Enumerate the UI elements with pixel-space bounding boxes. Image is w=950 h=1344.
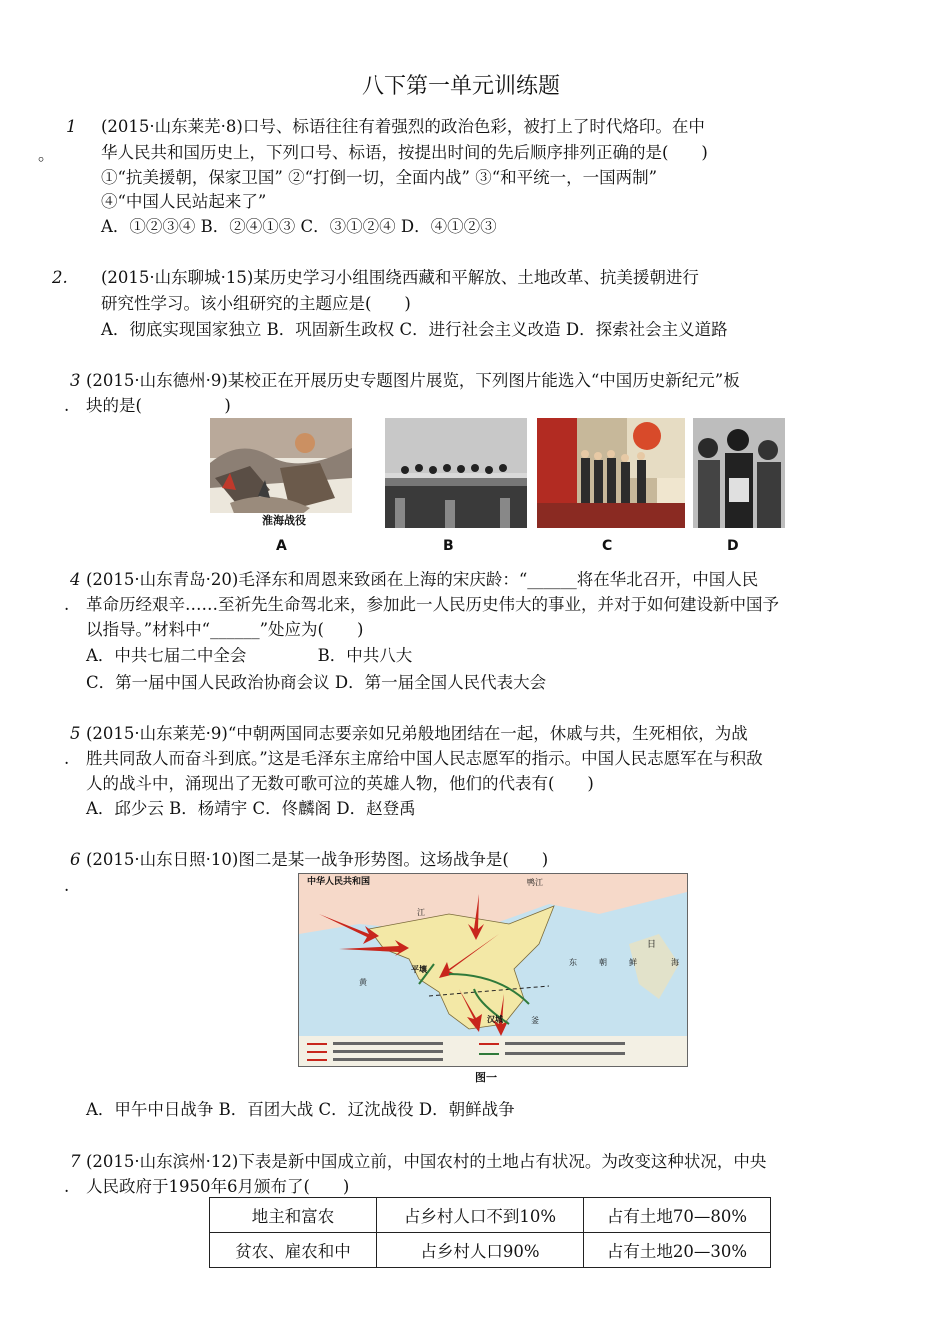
q5-options: A．邱少云 B．杨靖宇 C．佟麟阁 D．赵登禹: [86, 799, 416, 818]
q2-options: A．彻底实现国家独立 B．巩固新生政权 C．进行社会主义改造 D．探索社会主义道路: [101, 320, 728, 339]
q3-number: 3: [70, 371, 81, 390]
q4-options: A．中共七届二中全会 B．中共八大: [86, 646, 413, 665]
land-ownership-table: [209, 1197, 771, 1268]
map-caption: 图一: [475, 1071, 497, 1084]
image-c-label: C: [602, 538, 613, 554]
q6-number: 6: [70, 850, 81, 869]
crowd-photo-image: [693, 418, 785, 528]
map-place-label: 鸭江: [527, 878, 543, 887]
q6-line: (2015·山东日照·10)图二是某一战争形势图。这场战争是( ): [86, 850, 549, 869]
q1-line: 华人民共和国历史上，下列口号、标语，按提出时间的先后顺序排列正确的是( ): [101, 143, 708, 162]
q4-line: (2015·山东青岛·20)毛泽东和周恩来致函在上海的宋庆龄：“______将在华北召开，中国人民: [86, 570, 759, 589]
q1-line: (2015·山东莱芜·8)口号、标语往往有着强烈的政治色彩，被打上了时代烙印。在中: [101, 117, 705, 136]
map-place-label: 釜: [531, 1016, 539, 1025]
table-row: [210, 1198, 771, 1233]
q6-mark: .: [64, 876, 70, 895]
table-row: [210, 1233, 771, 1268]
q3-line: 块的是( ): [86, 396, 231, 415]
table-cell: 贫农、雇农和中: [210, 1233, 377, 1268]
q2-number: 2.: [52, 268, 68, 287]
image-d-label: D: [727, 538, 739, 554]
q6-options: A．甲午中日战争 B．百团大战 C．辽沈战役 D．朝鲜战争: [86, 1100, 515, 1119]
map-place-label: 东: [569, 958, 577, 967]
page-title: 八下第一单元训练题: [362, 74, 561, 99]
q4-number: 4: [70, 570, 81, 589]
table-cell: 地主和富农: [210, 1198, 377, 1233]
table-cell: 占乡村人口90%: [377, 1233, 584, 1268]
q7-number: 7: [70, 1152, 81, 1171]
table-cell: 占乡村人口不到10%: [377, 1198, 584, 1233]
q5-mark: .: [64, 749, 70, 768]
table-cell: 占有土地70—80%: [584, 1198, 771, 1233]
map-place-label: 江: [417, 908, 425, 917]
map-place-label: 平壤: [411, 964, 427, 974]
q7-mark: .: [64, 1177, 70, 1196]
q1-number: 1: [66, 117, 77, 136]
q4-line: 革命历经艰辛……至祈先生命驾北来，参加此一人民历史伟大的事业，并对于如何建设新中国予: [86, 595, 779, 614]
image-b-label: B: [443, 538, 454, 554]
founding-ceremony-image: [537, 418, 685, 528]
rostrum-photo-image: [385, 418, 527, 528]
map-place-label: 鲜: [629, 958, 637, 967]
q5-line: 人的战斗中，涌现出了无数可歌可泣的英雄人物，他们的代表有( ): [86, 774, 594, 793]
q5-line: 胜共同敌人而奋斗到底。”这是毛泽东主席给中国人民志愿军的指示。中国人民志愿军在与积敌: [86, 749, 763, 768]
map-header: 中华人民共和国: [307, 877, 371, 887]
q4-line: 以指导。”材料中“______”处应为( ): [86, 620, 364, 639]
q1-options: A．①②③④ B．②④①③ C．③①②④ D．④①②③: [101, 217, 497, 236]
q2-line: 研究性学习。该小组研究的主题应是( ): [101, 294, 411, 313]
q4-mark: .: [64, 595, 70, 614]
q5-line: (2015·山东莱芜·9)“中朝两国同志要亲如兄弟般地团结在一起，休戚与共，生死相依，为战: [86, 724, 748, 743]
q2-line: (2015·山东聊城·15)某历史学习小组围绕西藏和平解放、土地改革、抗美援朝进行: [101, 268, 699, 287]
huaihai-battle-image: [210, 418, 352, 528]
q7-line: (2015·山东滨州·12)下表是新中国成立前，中国农村的土地占有状况。为改变这种状况，中央: [86, 1152, 767, 1171]
q5-number: 5: [70, 724, 81, 743]
q1-line: ④“中国人民站起来了”: [101, 192, 267, 211]
map-place-label: 日: [647, 940, 657, 950]
q1-mark: 。: [38, 145, 55, 164]
map-place-label: 汉城: [487, 1014, 503, 1024]
q3-line: (2015·山东德州·9)某校正在开展历史专题图片展览，下列图片能选入“中国历史新纪元”板: [86, 371, 740, 390]
q1-line: ①“抗美援朝，保家卫国” ②“打倒一切，全面内战” ③“和平统一，一国两制”: [101, 168, 658, 187]
q4-options: C．第一届中国人民政治协商会议 D．第一届全国人民代表大会: [86, 673, 547, 692]
table-cell: 占有土地20—30%: [584, 1233, 771, 1268]
korean-war-map: [298, 873, 688, 1067]
map-place-label: 黄: [359, 978, 367, 987]
q3-mark: .: [64, 396, 70, 415]
q7-line: 人民政府于1950年6月颁布了( ): [86, 1177, 350, 1196]
map-place-label: 海: [671, 958, 679, 967]
image-a-caption: 淮海战役: [262, 514, 306, 527]
map-place-label: 朝: [599, 958, 607, 967]
image-a-label: A: [276, 538, 287, 554]
